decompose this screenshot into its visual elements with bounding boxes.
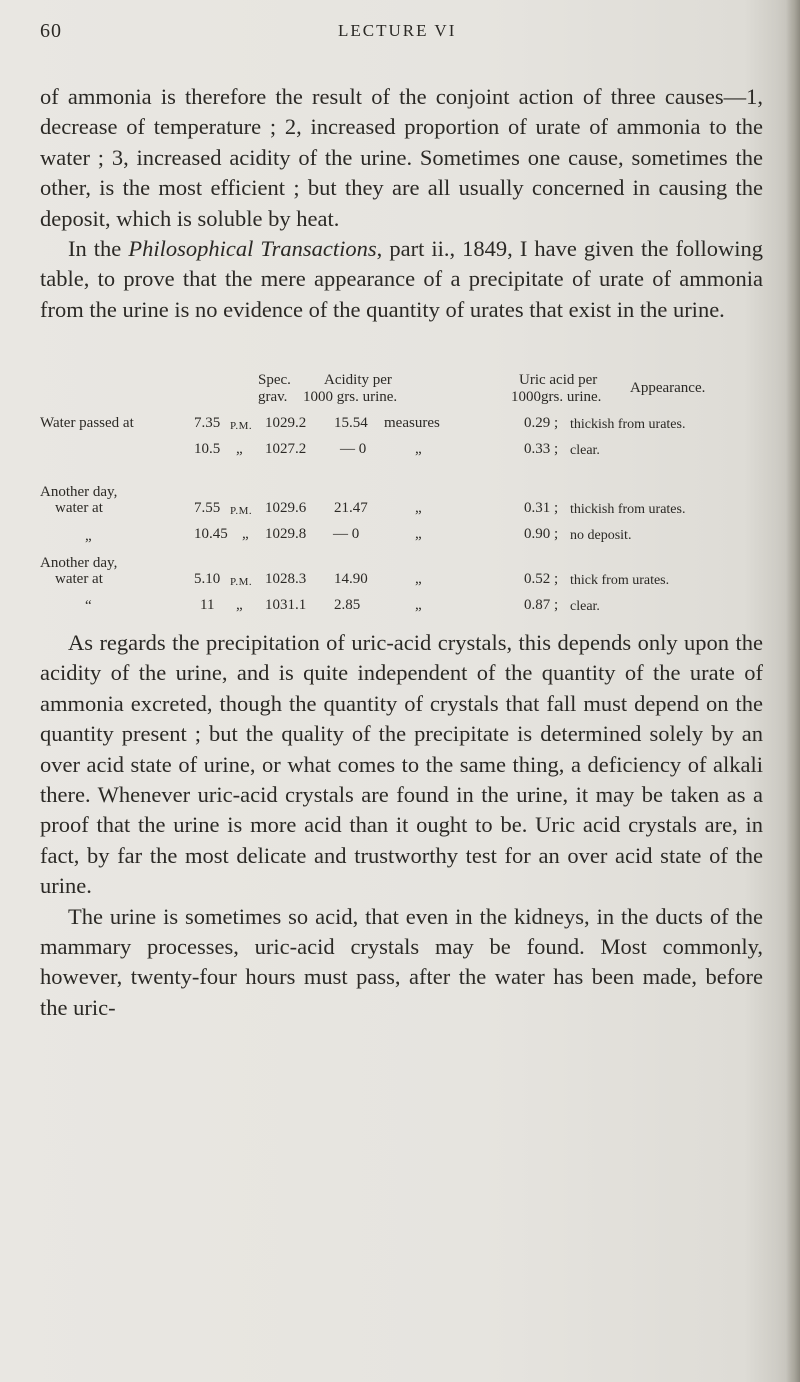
cell-spec-grav: 1029.8 [265,526,307,542]
cell-appearance: thick from urates. [570,573,670,588]
cell-time-suffix: P.M. [230,576,253,588]
cell-ditto: „ [415,571,422,587]
header-spec-grav-1: Spec. [258,372,291,388]
cell-acidity: — 0 [333,526,360,542]
cell-spec-grav: 1028.3 [265,571,307,587]
cell-time-suffix: „ [236,441,243,457]
cell-spec-grav: 1029.2 [265,415,307,431]
cell-ditto: „ [415,500,422,516]
cell-uric-acid: 0.31 ; [524,500,559,516]
cell-time-suffix: P.M. [230,505,253,517]
cell-time-suffix: P.M. [230,420,253,432]
cell-time: 7.55 [194,500,221,516]
cell-time: 7.35 [194,415,221,431]
paragraph-causes: of ammonia is therefore the result of the conjoint action of three causes—1, decrease of temperature ; 2, increased proportion of urate of ammonia to the water ; 3, increased acidity of the urine. Sometimes one cause, sometimes the other, is the most efficient ; but they are all usually concerned in causing the deposit, which is soluble by heat. [40,84,763,231]
cell-uric-acid: 0.52 ; [524,571,559,587]
cell-acidity: — 0 [340,441,367,457]
cell-uric-acid: 0.33 ; [524,441,559,457]
upper-text [40,82,763,325]
page-header [0,20,800,50]
cell-time-suffix: „ [236,597,243,613]
cell-time: 10.5 [194,441,221,457]
label-water-at-1: water at [55,500,103,516]
cell-acidity: 2.85 [334,597,361,613]
label-ditto-1: „ [85,528,92,544]
header-appearance: Appearance. [630,380,706,396]
paragraph-acidity: The urine is sometimes so acid, that even in the kidneys, in the ducts of the mammary processes, uric-acid crystals may be found. Most commonly, however, twenty-four hours must pass, after the water has been made, before the uric- [40,903,763,1020]
cell-time: 11 [200,597,215,613]
header-uric-2: 1000grs. urine. [511,389,602,405]
label-another-day-2: Another day, [40,555,118,571]
header-spec-grav-2: grav. [258,389,288,405]
cell-appearance: clear. [570,443,600,458]
cell-acidity: 14.90 [334,571,368,587]
paragraph-uric-acid: As regards the precipitation of uric-acid crystals, this depends only upon the acidity of the urine, and is quite independent of the quantity of the urate of ammonia excreted, though the quantity of crystals that fall must depend on the quantity present ; but the quality of the precipitate is determined solely by an over acid state of urine, or what comes to the same thing, a deficiency of alkali there. Whenever uric-acid crystals are found in the urine, it may be taken as a proof that the urine is more acid than it ought to be. Uric acid crystals are, in fact, by far the most delicate and trustworthy test for an over acid state of the urine. [40,630,763,899]
cell-time: 10.45 [194,526,228,542]
lower-text [40,628,763,1023]
cell-time: 5.10 [194,571,221,587]
cell-spec-grav: 1031.1 [265,597,307,613]
cell-spec-grav: 1029.6 [265,500,307,516]
cell-ditto: „ [415,441,422,457]
paragraph-table-intro [40,234,763,325]
header-acidity-1: Acidity per [324,372,392,388]
label-water-passed: Water passed at [40,415,134,431]
cell-measures: measures [384,415,440,431]
header-acidity-2: 1000 grs. urine. [303,389,398,405]
page-edge [786,0,800,1382]
cell-uric-acid: 0.87 ; [524,597,559,613]
journal-title: Philosophical Transactions [128,236,377,262]
cell-ditto: „ [415,597,422,613]
cell-spec-grav: 1027.2 [265,441,307,457]
cell-appearance: clear. [570,599,600,614]
running-head: LECTURE VI [338,21,457,40]
intro-before: In the [68,236,129,262]
label-another-day-1: Another day, [40,484,118,500]
label-water-at-2: water at [55,571,103,587]
cell-appearance: thickish from urates. [570,417,686,432]
cell-acidity: 15.54 [334,415,368,431]
intro-after: , part ii., 1849, I have given the following table, to prove that the mere appearance of a precipitate of urate of ammonia from the urine is no evidence of the quantity of urates that exist in the urine. [40,236,764,322]
cell-ditto: „ [415,526,422,542]
cell-uric-acid: 0.90 ; [524,526,559,542]
cell-time-suffix: „ [242,526,249,542]
cell-uric-acid: 0.29 ; [524,415,559,431]
cell-acidity: 21.47 [334,500,368,516]
header-uric-1: Uric acid per [519,372,598,388]
cell-appearance: no deposit. [570,528,632,543]
cell-appearance: thickish from urates. [570,502,686,517]
label-ditto-2: “ [85,598,92,614]
page-number: 60 [40,20,62,42]
